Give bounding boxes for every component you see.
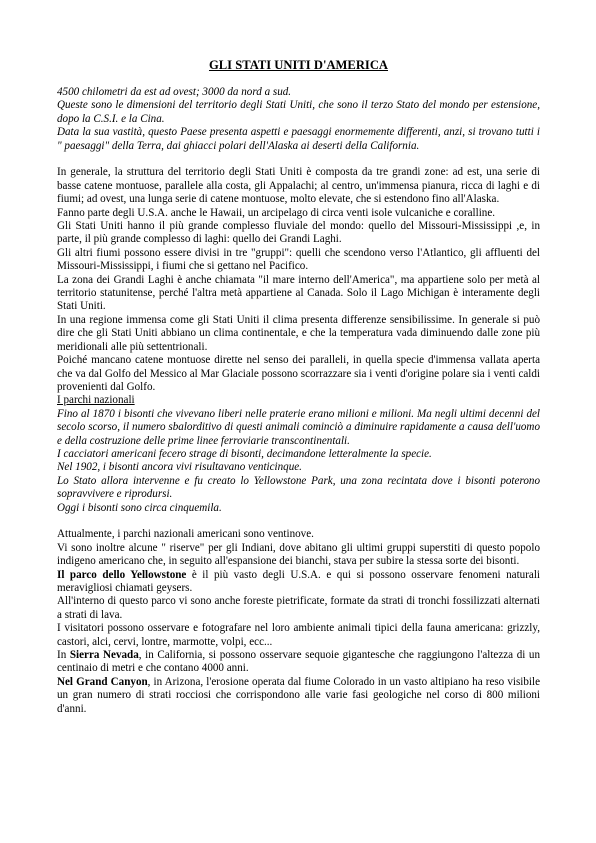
parks-italic-4: Lo Stato allora intervenne e fu creato lo Yellowstone Park, una zona recintata dove i bisonti poterono sopravvivere e riprodursi. (57, 474, 540, 501)
paragraph-parks-count: Attualmente, i parchi nazionali americani sono ventinove. (57, 528, 314, 541)
sierra-pre: In (57, 649, 70, 662)
parks-italic-5: Oggi i bisonti sono circa cinquemila. (57, 501, 222, 514)
paragraph-forests: All'interno di questo parco vi sono anche foreste pietrificate, formate da strati di tronchi fossilizzati alternati a strati di lava. (57, 595, 540, 621)
sierra-bold: Sierra Nevada (69, 649, 139, 662)
intro-line-2: Queste sono le dimensioni del territorio degli Stati Uniti, che sono il terzo Stato del mondo per estensione, dopo la C.S.I. e la Cina. (57, 99, 540, 125)
paragraph-hawaii: Fanno parte degli U.S.A. anche le Hawaii, un arcipelago di circa venti isole vulcaniche e coralline. (57, 206, 496, 219)
paragraph-sierra (57, 649, 540, 676)
parks-italic-2: I cacciatori americani fecero strage di bisonti, decimandone letteralmente la specie. (57, 447, 432, 460)
parks-heading: I parchi nazionali (57, 394, 135, 407)
parks-italic-3: Nel 1902, i bisonti ancora vivi risultavano venticinque. (57, 461, 302, 474)
paragraph-climate: In una regione immensa come gli Stati Uniti il clima presenta differenze sensibilissime. In generale si può dire che gli Stati Uniti abbiano un clima continentale, e che la temperatura vada diminuendo dalle zone più meridionali alle più settentrionali. (57, 313, 540, 353)
parks-italic-1: Fino al 1870 i bisonti che vivevano liberi nelle praterie erano milioni e milioni. Ma negli ultimi decenni del secolo scorso, il numero sbalorditivo di questi animali cominciò a diminuire rapidamente a causa dell'uomo e della costruzione delle prime linee ferroviarie transcontinentali. (57, 407, 540, 447)
canyon-bold: Nel Grand Canyon (57, 675, 148, 688)
canyon-text: , in Arizona, l'erosione operata dal fiume Colorado in un vasto altipiano ha reso visibile un gran numero di strati rocciosi che corrispondono alle varie fasi geologiche nel corso di 800 milioni d'anni. (57, 675, 540, 715)
document-title: GLI STATI UNITI D'AMERICA (208, 58, 389, 72)
paragraph-fauna: I visitatori possono osservare e fotografare nel loro ambiente animali tipici della fauna americana: grizzly, castori, alci, cervi, lontre, marmotte, volpi, ecc... (57, 622, 540, 648)
sierra-text: , in California, si possono osservare sequoie gigantesche che raggiungono l'altezza di un centinaio di metri e che contano 4000 anni. (57, 649, 541, 675)
paragraph-canyon (57, 676, 540, 716)
yellowstone-bold: Il parco dello Yellowstone (57, 568, 187, 581)
document-page (57, 58, 540, 716)
intro-line-3: Data la sua vastità, questo Paese presenta aspetti e paesaggi enormemente differenti, anzi, si trovano tutti i " paesaggi" della Terra, dai ghiacci polari dell'Alaska ai deserti della California. (57, 126, 540, 152)
paragraph-gap (57, 515, 540, 528)
intro-line-1: 4500 chilometri da est ad ovest; 3000 da nord a sud. (57, 86, 292, 98)
paragraph-rivers: Gli Stati Uniti hanno il più grande complesso fluviale del mondo: quello del Missouri-Mississippi ,e, in parte, il più grande complesso di laghi: quello dei Grandi Laghi. (57, 220, 540, 246)
yellowstone-text: è il più vasto degli U.S.A. e qui si possono osservare fenomeni naturali meravigliosi chiamati geysers. (57, 568, 540, 594)
paragraph-winds: Poiché mancano catene montuose dirette nel senso dei paralleli, in quella specie d'immensa vallata aperta che va dal Golfo del Messico al Mar Glaciale possono scorrazzare sia i venti d'origine polare sia i venti caldi provenienti dal Golfo. (57, 354, 540, 393)
paragraph-other-rivers: Gli altri fiumi possono essere divisi in tre "gruppi": quelli che scendono verso l'Atlantico, gli affluenti del Missouri-Mississippi, i fiumi che si gettano nel Pacifico. (57, 246, 540, 273)
paragraph-territory: In generale, la struttura del territorio degli Stati Uniti è composta da tre grandi zone: ad est, una serie di basse catene montuose, parallele alla costa, gli Appalachi; al centro, un'immensa pianura, ricca di laghi e di fiumi; ad ovest, una lunga serie di catene montuose, molto elevate, che si estendono fino all'Alaska. (57, 166, 540, 206)
paragraph-yellowstone (57, 569, 540, 596)
paragraph-great-lakes: La zona dei Grandi Laghi è anche chiamata "il mare interno dell'America", ma appartiene solo per metà al territorio statunitense, perché l'altra metà appartiene al Canada. Solo il Lago Michigan è interamente degli Stati Uniti. (57, 273, 540, 313)
paragraph-gap (57, 153, 540, 166)
paragraph-reserves: Vi sono inoltre alcune " riserve" per gli Indiani, dove abitano gli ultimi gruppi superstiti di questo popolo indigeno americano che, in seguito all'espansione dei bianchi, stava per subire la stessa sorte dei bisonti. (57, 541, 540, 568)
